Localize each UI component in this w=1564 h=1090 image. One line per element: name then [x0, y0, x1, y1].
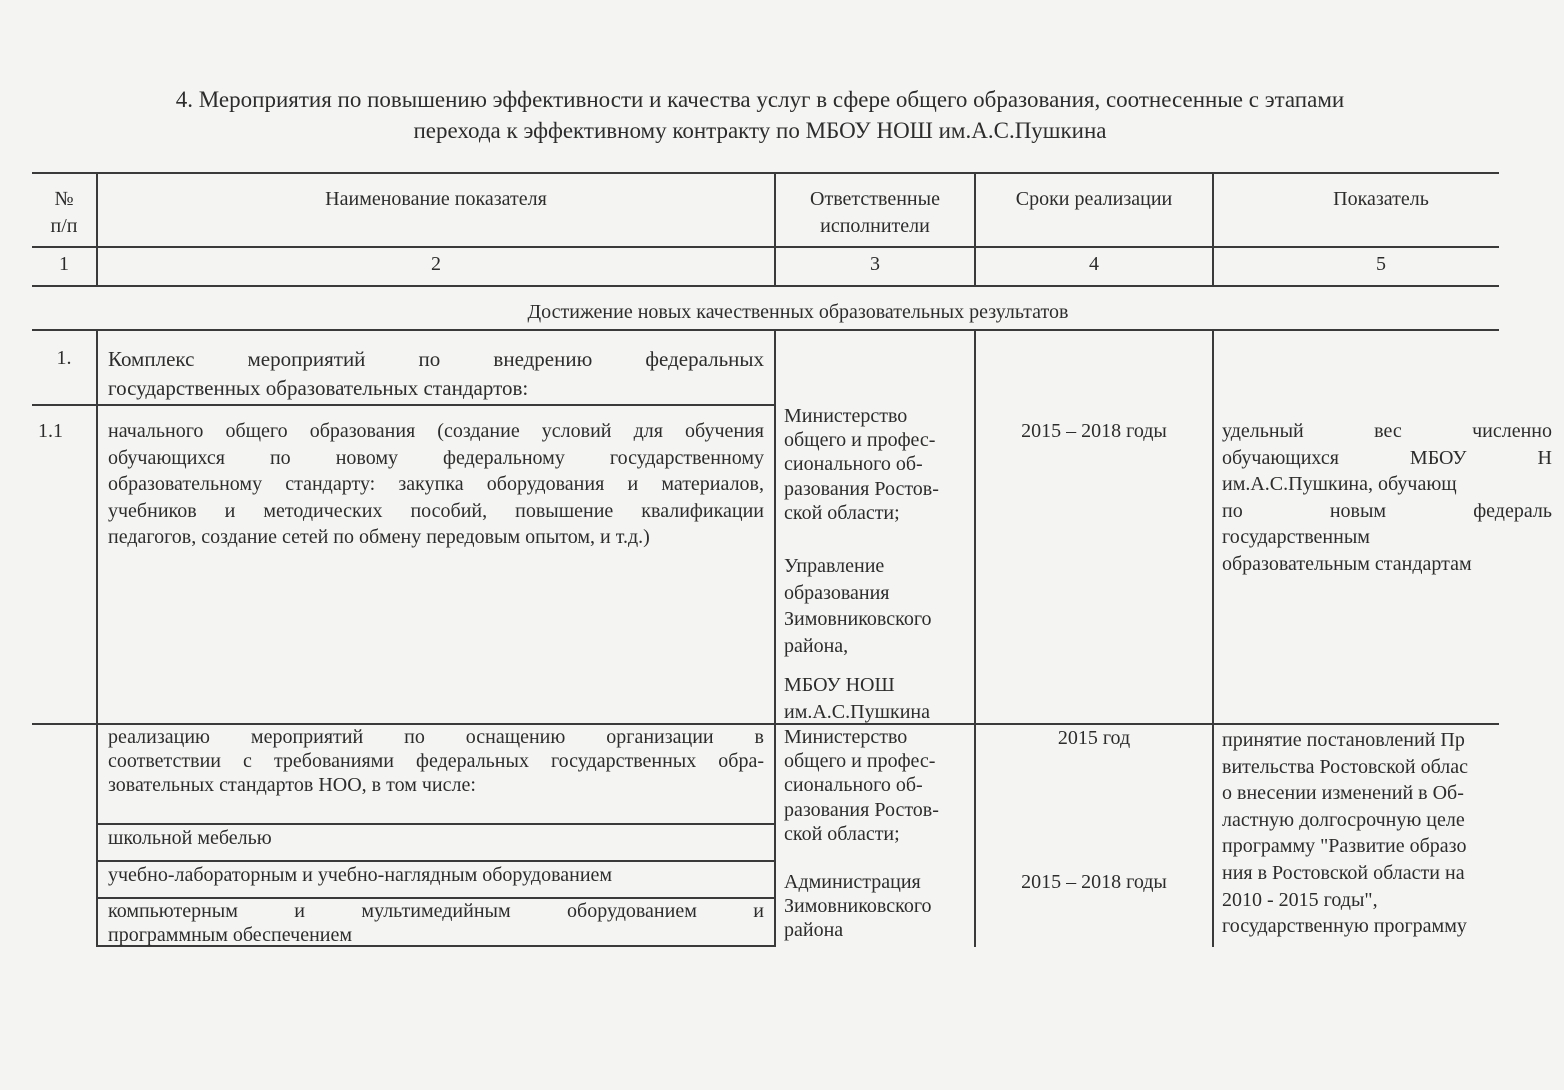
header-indicator: Показатель [1333, 188, 1429, 210]
row11-number: 1.1 [38, 420, 63, 442]
row1-number: 1. [56, 347, 72, 369]
row11-period: 2015 – 2018 годы [1021, 420, 1167, 442]
colnum-2: 2 [431, 253, 441, 275]
row11-responsible-department: Управление образования Зимовниковского района, [784, 555, 932, 657]
section-title: Достижение новых качественных образовательных результатов [527, 301, 1069, 323]
header-num: № п/п [50, 188, 78, 237]
row12-sub-lab-equipment: учебно-лабораторным и учебно-наглядным оборудованием [108, 864, 613, 886]
colnum-3: 3 [870, 253, 880, 275]
row12-period-first: 2015 год [1057, 727, 1131, 749]
title-line-2: перехода к эффективному контракту по МБОУ НОШ им.А.С.Пушкина [413, 118, 1107, 143]
row11-indicator: удельный вес численно обучающихся МБОУ Н им.А.С.Пушкина, обучающ по новым федераль государственным образовательным стандартам [1222, 420, 1552, 575]
header-responsible: Ответственные исполнители [810, 188, 940, 237]
rule-top [32, 172, 1499, 174]
row12-indicator: принятие постановлений Пр вительства Ростовской облас о внесении изменений в Об- ластную долгосрочную целе программу "Развитие образо ния в Ростовской области на 2010 - 2015 годы", государственную программу [1222, 729, 1469, 938]
col4-divider-body [1212, 329, 1214, 947]
row11-responsible-school: МБОУ НОШ им.А.С.Пушкина [784, 674, 930, 723]
rule-colnum-bottom [32, 285, 1499, 287]
rule-header-bottom [32, 246, 1499, 248]
header-period: Сроки реализации [1015, 188, 1173, 210]
col2-divider-body [774, 329, 776, 947]
row12-sub-computer-equipment: компьютерным и мультимедийным оборудованием и программным обеспечением [108, 900, 764, 946]
row1-name: Комплекс мероприятий по внедрению федеральных государственных образовательных стандартов: [108, 347, 764, 400]
row12-sub-furniture: школьной мебелью [108, 827, 272, 849]
col1-divider-body [96, 329, 98, 947]
document-title [40, 84, 1480, 146]
rule-section-bottom [32, 329, 1499, 331]
row11-name: начального общего образования (создание условий для обучения обучающихся по новому федеральному государственному образовательному стандарту: закупка оборудования и материалов, учебников и методических пособий, повышение квалификации педагогов, создание сетей по обмену передовым опытом, и т.д.) [108, 420, 764, 549]
rule-row1-bottom [32, 404, 776, 406]
row12-responsible-ministry: Министерство общего и профес- сионального об- разования Ростов- ской области; [784, 726, 939, 845]
row11-responsible-ministry: Министерство общего и профес- сионального об- разования Ростов- ской области; [784, 405, 939, 524]
colnum-4: 4 [1089, 253, 1099, 275]
colnum-5: 5 [1376, 253, 1386, 275]
row12-period-second: 2015 – 2018 годы [1021, 871, 1167, 893]
title-line-1: 4. Мероприятия по повышению эффективности и качества услуг в сфере общего образования, соотнесенные с этапами [175, 87, 1345, 112]
header-indicator-name: Наименование показателя [325, 188, 547, 210]
row12-responsible-administration: Администрация Зимовниковского района [784, 871, 932, 942]
colnum-1: 1 [59, 253, 69, 275]
row12-name: реализацию мероприятий по оснащению организации в соответствии с требованиями федеральных государственных обра- зовательных стандартов НОО, в том числе: [108, 726, 764, 797]
